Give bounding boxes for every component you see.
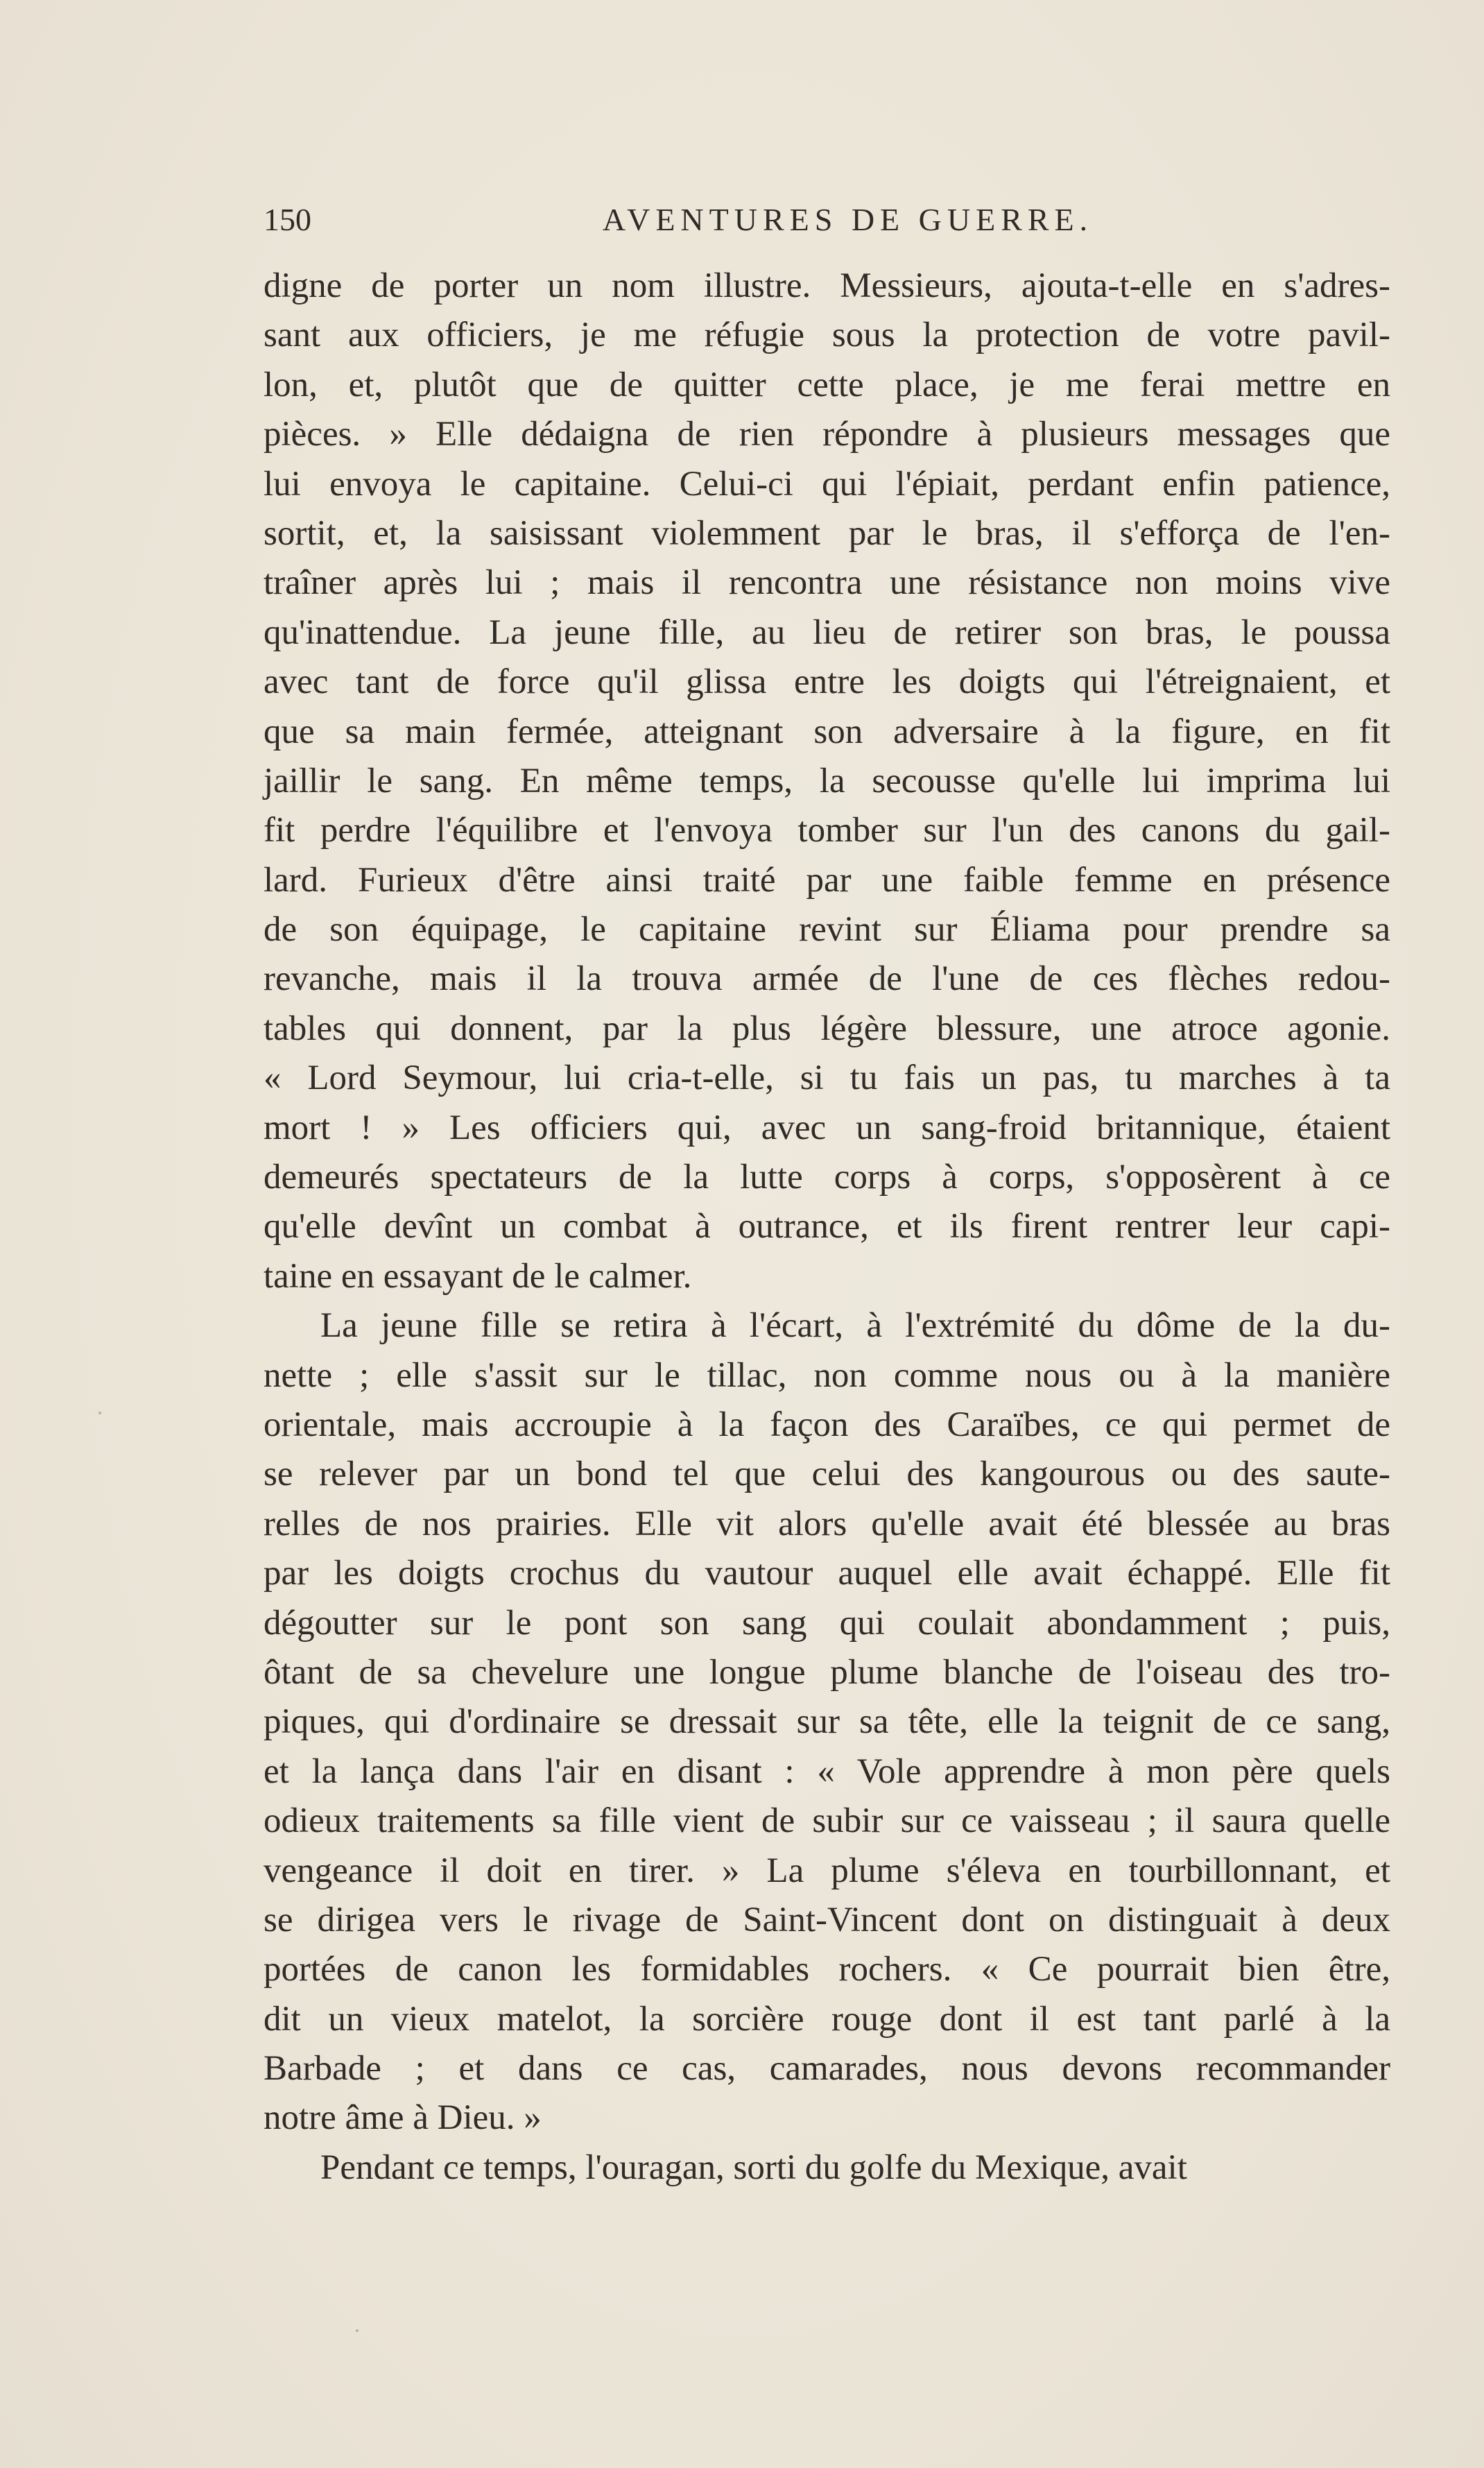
text-line: piques, qui d'ordinaire se dressait sur sa tête, elle la teignit de ce sang,	[264, 1702, 1390, 1742]
running-title: AVENTURES DE GUERRE.	[602, 202, 1094, 237]
paragraph	[264, 262, 1390, 1301]
text-line: demeurés spectateurs de la lutte corps à corps, s'opposèrent à ce	[264, 1158, 1390, 1197]
text-line: sortit, et, la saisissant violemment par le bras, il s'efforça de l'en-	[264, 513, 1390, 553]
paragraph	[264, 2143, 1390, 2193]
text-line: Barbade ; et dans ce cas, camarades, nous devons recommander	[264, 2049, 1390, 2089]
text-line: se relever par un bond tel que celui des kangourous ou des saute-	[264, 1455, 1390, 1494]
text-line: Pendant ce temps, l'ouragan, sorti du golfe du Mexique, avait	[320, 2148, 1187, 2187]
paragraph	[264, 1301, 1390, 2143]
text-line: portées de canon les formidables rochers. « Ce pourrait bien être,	[264, 1950, 1390, 1989]
text-line: vengeance il doit en tirer. » La plume s'éleva en tourbillonnant, et	[264, 1851, 1390, 1890]
paper-speck	[98, 1412, 101, 1414]
text-line: lard. Furieux d'être ainsi traité par une faible femme en présence	[264, 860, 1390, 900]
page-number: 150	[264, 202, 311, 237]
page-header	[264, 196, 1390, 244]
text-line: lui envoya le capitaine. Celui-ci qui l'épiait, perdant enfin patience,	[264, 464, 1390, 504]
text-line: notre âme à Dieu. »	[264, 2098, 542, 2138]
text-line: lon, et, plutôt que de quitter cette place, je me ferai mettre en	[264, 365, 1390, 404]
paper-speck	[356, 2329, 359, 2332]
text-line: La jeune fille se retira à l'écart, à l'extrémité du dôme de la du-	[320, 1306, 1390, 1346]
text-line: orientale, mais accroupie à la façon des Caraïbes, ce qui permet de	[264, 1405, 1390, 1444]
text-line: avec tant de force qu'il glissa entre les doigts qui l'étreignaient, et	[264, 662, 1390, 702]
text-line: fit perdre l'équilibre et l'envoya tomber sur l'un des canons du gail-	[264, 811, 1390, 850]
text-line: taine en essayant de le calmer.	[264, 1256, 692, 1296]
text-line: traîner après lui ; mais il rencontra une résistance non moins vive	[264, 563, 1390, 603]
body-text	[264, 262, 1390, 2193]
text-line: jaillir le sang. En même temps, la secousse qu'elle lui imprima lui	[264, 761, 1390, 800]
text-line: mort ! » Les officiers qui, avec un sang-froid britannique, étaient	[264, 1108, 1390, 1147]
text-line: dégoutter sur le pont son sang qui coulait abondamment ; puis,	[264, 1603, 1390, 1643]
text-line: que sa main fermée, atteignant son adversaire à la figure, en fit	[264, 712, 1390, 751]
text-line: qu'inattendue. La jeune fille, au lieu de retirer son bras, le poussa	[264, 612, 1390, 652]
text-line: tables qui donnent, par la plus légère blessure, une atroce agonie.	[264, 1009, 1390, 1048]
text-line: relles de nos prairies. Elle vit alors qu'elle avait été blessée au bras	[264, 1504, 1390, 1543]
text-line: par les doigts crochus du vautour auquel elle avait échappé. Elle fit	[264, 1554, 1390, 1593]
text-line: revanche, mais il la trouva armée de l'une de ces flèches redou-	[264, 959, 1390, 999]
text-line: digne de porter un nom illustre. Messieurs, ajouta-t-elle en s'adres-	[264, 266, 1390, 305]
text-line: et la lança dans l'air en disant : « Vole apprendre à mon père quels	[264, 1751, 1390, 1791]
text-line: ôtant de sa chevelure une longue plume blanche de l'oiseau des tro-	[264, 1652, 1390, 1692]
text-line: odieux traitements sa fille vient de subir sur ce vaisseau ; il saura quelle	[264, 1801, 1390, 1841]
text-line: « Lord Seymour, lui cria-t-elle, si tu fais un pas, tu marches à ta	[264, 1059, 1390, 1098]
text-line: pièces. » Elle dédaigna de rien répondre à plusieurs messages que	[264, 415, 1390, 454]
text-line: de son équipage, le capitaine revint sur Éliama pour prendre sa	[264, 910, 1390, 950]
text-line: nette ; elle s'assit sur le tillac, non comme nous ou à la manière	[264, 1355, 1390, 1395]
text-line: dit un vieux matelot, la sorcière rouge dont il est tant parlé à la	[264, 1999, 1390, 2039]
text-line: se dirigea vers le rivage de Saint-Vincent dont on distinguait à deux	[264, 1900, 1390, 1939]
text-line: qu'elle devînt un combat à outrance, et ils firent rentrer leur capi-	[264, 1207, 1390, 1246]
text-line: sant aux officiers, je me réfugie sous la protection de votre pavil-	[264, 316, 1390, 355]
